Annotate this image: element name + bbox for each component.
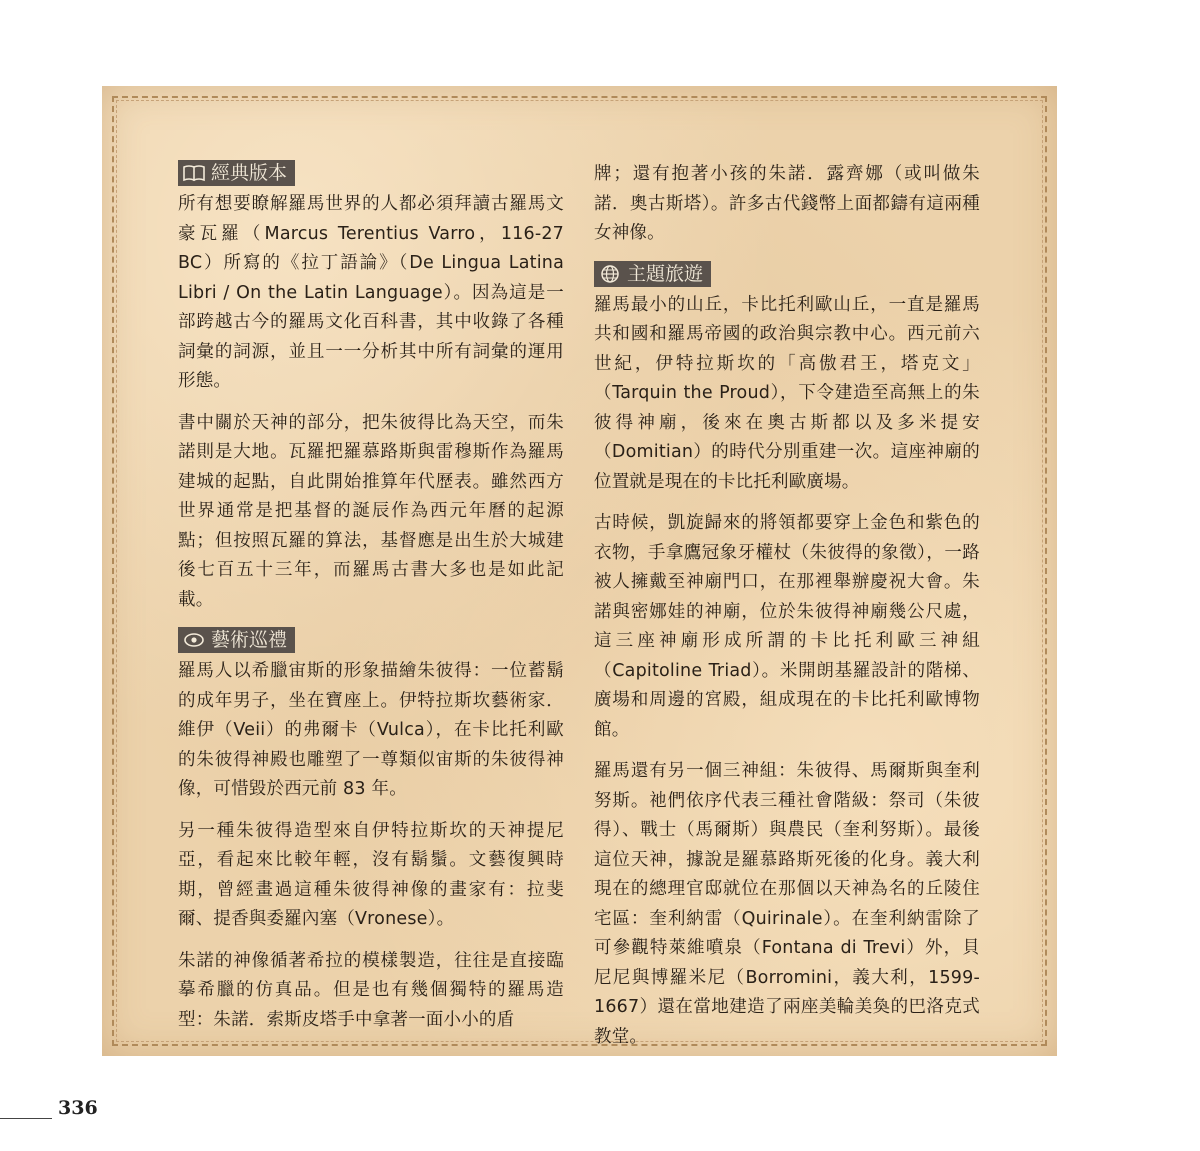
right-column [594,160,980,1064]
book-icon [183,163,205,183]
section-heading-classic-edition [178,160,295,186]
paragraph: 古時候，凱旋歸來的將領都要穿上金色和紫色的衣物，手拿鷹冠象牙權杖（朱彼得的象徵），一路被人擁戴至神廟門口，在那裡舉辦慶祝大會。朱諾與密娜娃的神廟，位於朱彼得神廟幾公尺處，這三座神廟形成所謂的卡比托利歐三神組（Capitoline Triad）。米開朗基羅設計的階梯、廣場和周邊的宮殿，組成現在的卡比托利歐博物館。 [594,513,980,740]
paragraph: 書中關於天神的部分，把朱彼得比為天空，而朱諾則是大地。瓦羅把羅慕路斯與雷穆斯作為羅馬建城的起點，自此開始推算年代歷表。雖然西方世界通常是把基督的誕辰作為西元年曆的起源點；但按照瓦羅的算法，基督應是出生於大城建後七百五十三年，而羅馬古書大多也是如此記載。 [178,412,564,610]
paragraph: 羅馬還有另一個三神組：朱彼得、馬爾斯與奎利努斯。祂們依序代表三種社會階級：祭司（朱彼得）、戰士（馬爾斯）與農民（奎利努斯）。最後這位天神，據說是羅慕路斯死後的化身。義大利現在的總理官邸就位在那個以天神為名的丘陵住宅區：奎利納雷（Quirinale）。在奎利納雷除了可參觀特萊維噴泉（Fontana di Trevi）外，貝尼尼與博羅米尼（Borromini，義大利，1599-1667）還在當地建造了兩座美輪美奐的巴洛克式教堂。 [594,761,980,1047]
paragraph: 朱諾的神像循著希拉的模樣製造，往往是直接臨摹希臘的仿真品。但是也有幾個獨特的羅馬造型：朱諾．索斯皮塔手中拿著一面小小的盾 [178,950,564,1030]
page-number-rule [0,1118,52,1119]
section-heading-theme-travel [594,261,711,287]
paragraph: 牌；還有抱著小孩的朱諾．露齊娜（或叫做朱諾．奧古斯塔）。許多古代錢幣上面都鑄有這兩種女神像。 [594,164,980,243]
page-number: 336 [58,1097,98,1119]
paragraph: 羅馬最小的山丘，卡比托利歐山丘，一直是羅馬共和國和羅馬帝國的政治與宗教中心。西元前六世紀，伊特拉斯坎的「高傲君王，塔克文」（Tarquin the Proud），下令建造至高無上的朱彼得神廟，後來在奧古斯都以及多米提安（Domitian）的時代分別重建一次。這座神廟的位置就是現在的卡比托利歐廣場。 [594,294,980,492]
parchment-panel [102,86,1057,1056]
paragraph: 羅馬人以希臘宙斯的形象描繪朱彼得：一位蓄鬍的成年男子，坐在寶座上。伊特拉斯坎藝術家．維伊（Veii）的弗爾卡（Vulca），在卡比托利歐的朱彼得神殿也雕塑了一尊類似宙斯的朱彼得神像，可惜毀於西元前 83 年。 [178,661,564,799]
eye-icon [183,630,205,650]
heading-text: 藝術巡禮 [211,629,288,651]
paragraph: 所有想要瞭解羅馬世界的人都必須拜讀古羅馬文豪瓦羅（Marcus Terentius Varro，116-27 BC）所寫的《拉丁語論》（De Lingua Latina Libri / On the Latin Language）。因為這是一部跨越古今的羅馬文化百科書，其中收錄了各種詞彙的詞源，並且一一分析其中所有詞彙的運用形態。 [178,194,564,391]
heading-text: 經典版本 [211,162,288,184]
paragraph: 另一種朱彼得造型來自伊特拉斯坎的天神提尼亞，看起來比較年輕，沒有鬍鬚。文藝復興時期，曾經畫過這種朱彼得神像的畫家有：拉斐爾、提香與委羅內塞（Vronese）。 [178,820,564,929]
globe-icon [599,264,621,284]
left-column [178,160,564,1047]
heading-text: 主題旅遊 [627,262,704,285]
section-heading-art-tour [178,627,295,653]
